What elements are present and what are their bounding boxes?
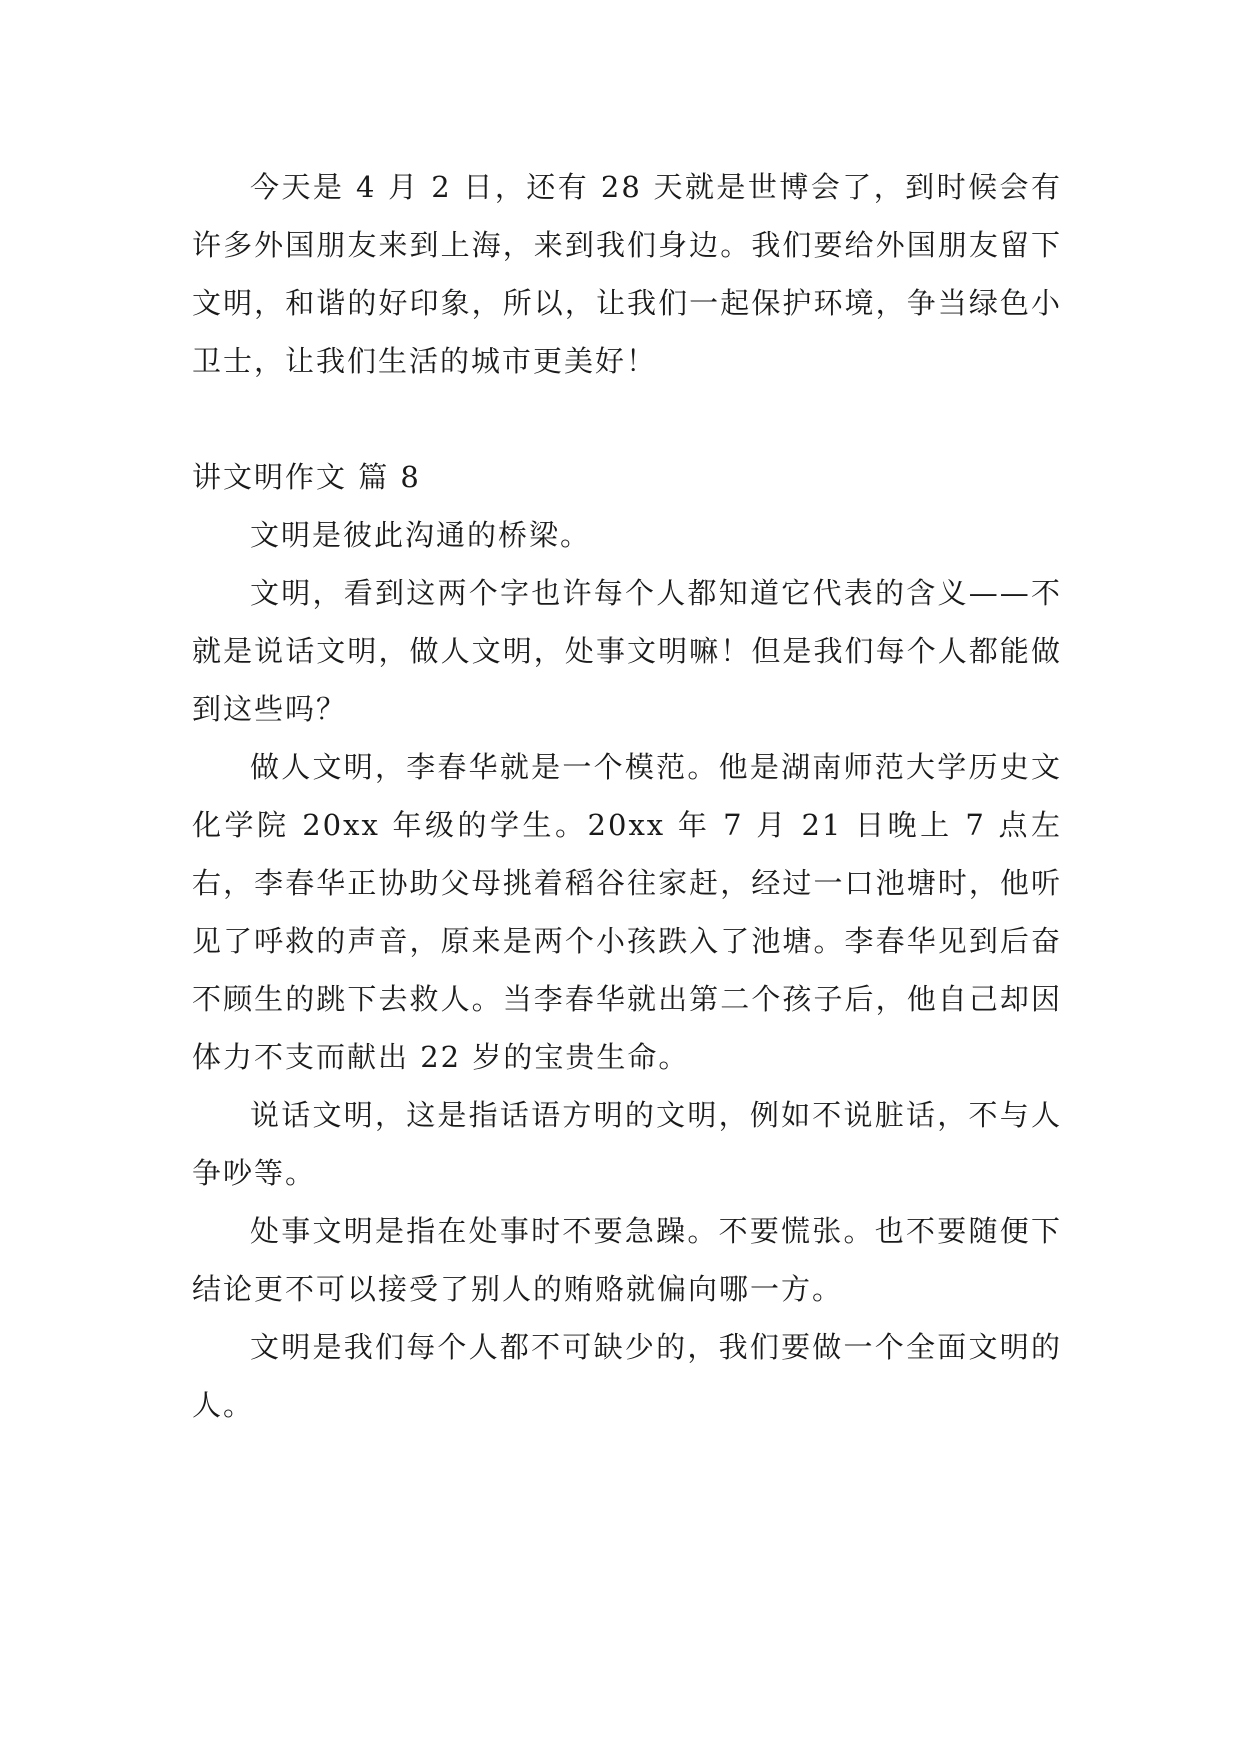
body-paragraph-1: 文明是彼此沟通的桥梁。 bbox=[250, 518, 592, 552]
intro-paragraph: 今天是 4 月 2 日，还有 28 天就是世博会了，到时候会有许多外国朋友来到上海，来到我们身边。我们要给外国朋友留下文明，和谐的好印象，所以，让我们一起保护环境，争当绿色小卫士，让我们生活的城市更美好！ bbox=[192, 170, 1062, 378]
body-paragraph-2: 文明，看到这两个字也许每个人都知道它代表的含义——不就是说话文明，做人文明，处事文明嘛！但是我们每个人都能做到这些吗？ bbox=[192, 576, 1062, 726]
body-paragraph-5: 处事文明是指在处事时不要急躁。不要慌张。也不要随便下结论更不可以接受了别人的贿赂就偏向哪一方。 bbox=[192, 1214, 1062, 1306]
document-body bbox=[192, 158, 1062, 1434]
body-paragraph-4: 说话文明，这是指话语方明的文明，例如不说脏话，不与人争吵等。 bbox=[192, 1098, 1062, 1190]
body-paragraph-6: 文明是我们每个人都不可缺少的，我们要做一个全面文明的人。 bbox=[192, 1330, 1062, 1422]
body-paragraph-3: 做人文明，李春华就是一个模范。他是湖南师范大学历史文化学院 20xx 年级的学生。20xx 年 7 月 21 日晚上 7 点左右，李春华正协助父母挑着稻谷往家赶，经过一口池塘时，他听见了呼救的声音，原来是两个小孩跌入了池塘。李春华见到后奋不顾生的跳下去救人。当李春华就出第二个孩子后，他自己却因体力不支而献出 22 岁的宝贵生命。 bbox=[192, 750, 1062, 1074]
section-heading: 讲文明作文 篇 8 bbox=[192, 460, 421, 494]
